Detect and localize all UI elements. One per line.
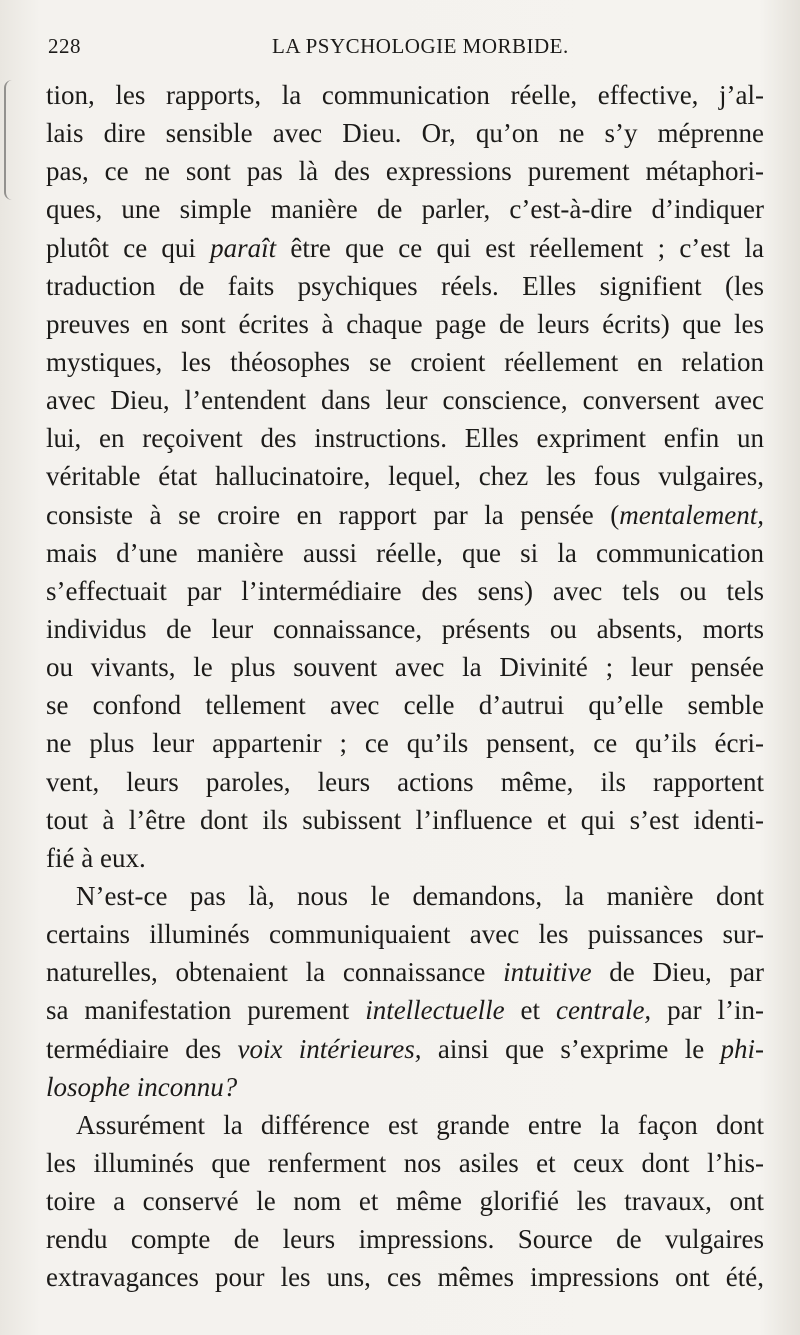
text-run: avec Dieu, l’entendent dans leur conscience, conversent avec bbox=[46, 385, 764, 416]
text-run: traduction de faits psychiques réels. Elles signifient (les bbox=[46, 270, 764, 301]
text-line bbox=[46, 1106, 764, 1144]
text-line bbox=[46, 114, 764, 152]
text-run: N’est-ce pas là, nous le demandons, la manière dont bbox=[76, 880, 764, 911]
text-run: ou vivants, le plus souvent avec la Divinité ; leur pensée bbox=[46, 652, 764, 683]
text-line bbox=[46, 534, 764, 572]
italic-text: losophe inconnu? bbox=[46, 1071, 238, 1102]
text-run: sa manifestation purement bbox=[46, 995, 366, 1026]
text-run: tout à l’être dont ils subissent l’influence et qui s’est identi- bbox=[46, 804, 764, 835]
text-run: être que ce qui est réellement ; c’est la bbox=[276, 232, 764, 263]
text-run: par l’in- bbox=[651, 995, 764, 1026]
text-run: plutôt ce qui bbox=[46, 232, 211, 263]
text-line bbox=[46, 305, 764, 343]
text-run: fié à eux. bbox=[46, 842, 146, 873]
page-number: 228 bbox=[48, 34, 81, 58]
text-run: véritable état hallucinatoire, lequel, chez les fous vulgaires, bbox=[46, 461, 764, 492]
text-line bbox=[46, 686, 764, 724]
text-run: lais dire sensible avec Dieu. Or, qu’on ne s’y méprenne bbox=[46, 118, 764, 149]
text-line bbox=[46, 953, 764, 991]
text-run: mais d’une manière aussi réelle, que si la communication bbox=[46, 537, 764, 568]
text-run: s’effectuait par l’intermédiaire des sens) avec tels ou tels bbox=[46, 575, 764, 606]
text-run: lui, en reçoivent des instructions. Elles expriment enfin un bbox=[46, 423, 764, 454]
italic-text: intellectuelle bbox=[365, 995, 505, 1026]
text-line bbox=[46, 763, 764, 801]
text-run: se confond tellement avec celle d’autrui qu’elle semble bbox=[46, 690, 764, 721]
text-run: individus de leur connaissance, présents ou absents, morts bbox=[46, 613, 764, 644]
italic-text: phi- bbox=[720, 1033, 764, 1064]
text-line bbox=[46, 1258, 764, 1296]
text-line bbox=[46, 801, 764, 839]
text-line bbox=[46, 381, 764, 419]
text-run: toire a conservé le nom et même glorifié les travaux, ont bbox=[46, 1186, 764, 1217]
text-line bbox=[46, 648, 764, 686]
text-run: certains illuminés communiquaient avec les puissances sur- bbox=[46, 919, 764, 950]
text-run: termédiaire des bbox=[46, 1033, 238, 1064]
text-run: et bbox=[504, 995, 556, 1026]
text-line bbox=[46, 877, 764, 915]
italic-text: paraît bbox=[210, 232, 277, 263]
text-line bbox=[46, 229, 764, 267]
text-line bbox=[46, 1182, 764, 1220]
text-line bbox=[46, 419, 764, 457]
text-line bbox=[46, 1144, 764, 1182]
text-line bbox=[46, 610, 764, 648]
text-run: ques, une simple manière de parler, c’est-à-dire d’indiquer bbox=[46, 194, 764, 225]
text-line bbox=[46, 152, 764, 190]
text-run: ainsi que s’exprime le bbox=[421, 1033, 721, 1064]
text-run: vent, leurs paroles, leurs actions même, ils rapportent bbox=[46, 766, 764, 797]
text-run: extravagances pour les uns, ces mêmes impressions ont été, bbox=[46, 1262, 764, 1293]
text-line bbox=[46, 915, 764, 953]
text-line bbox=[46, 1030, 764, 1068]
text-run: de Dieu, par bbox=[591, 957, 764, 988]
running-title: LA PSYCHOLOGIE MORBIDE. bbox=[272, 34, 569, 58]
text-line bbox=[46, 1068, 764, 1106]
text-line bbox=[46, 457, 764, 495]
text-run: mystiques, les théosophes se croient réellement en relation bbox=[46, 346, 764, 377]
running-head bbox=[48, 32, 768, 62]
text-line bbox=[46, 572, 764, 610]
text-run: pas, ce ne sont pas là des expressions purement métaphori- bbox=[46, 156, 764, 187]
text-run: Assurément la différence est grande entre la façon dont bbox=[76, 1109, 764, 1140]
text-line bbox=[46, 496, 764, 534]
text-run: les illuminés que renferment nos asiles et ceux dont l’his- bbox=[46, 1147, 764, 1178]
italic-text: centrale, bbox=[555, 995, 652, 1026]
body-text bbox=[46, 76, 764, 1297]
italic-text: voix intérieures, bbox=[237, 1033, 422, 1064]
text-run: ne plus leur appartenir ; ce qu’ils pensent, ce qu’ils écri- bbox=[46, 728, 764, 759]
text-run: naturelles, obtenaient la connaissance bbox=[46, 957, 504, 988]
text-line bbox=[46, 190, 764, 228]
margin-pencil-mark bbox=[4, 80, 20, 200]
text-line bbox=[46, 343, 764, 381]
text-run: preuves en sont écrites à chaque page de leurs écrits) que les bbox=[46, 308, 764, 339]
italic-text: mentalement, bbox=[619, 499, 764, 530]
text-line bbox=[46, 267, 764, 305]
text-run: consiste à se croire en rapport par la pensée ( bbox=[46, 499, 620, 530]
text-line bbox=[46, 991, 764, 1029]
text-run: tion, les rapports, la communication réelle, effective, j’al- bbox=[46, 80, 764, 110]
italic-text: intuitive bbox=[503, 957, 592, 988]
text-line bbox=[46, 839, 764, 877]
text-line bbox=[46, 1220, 764, 1258]
text-run: rendu compte de leurs impressions. Source de vulgaires bbox=[46, 1224, 764, 1255]
text-line bbox=[46, 76, 764, 114]
text-line bbox=[46, 724, 764, 762]
